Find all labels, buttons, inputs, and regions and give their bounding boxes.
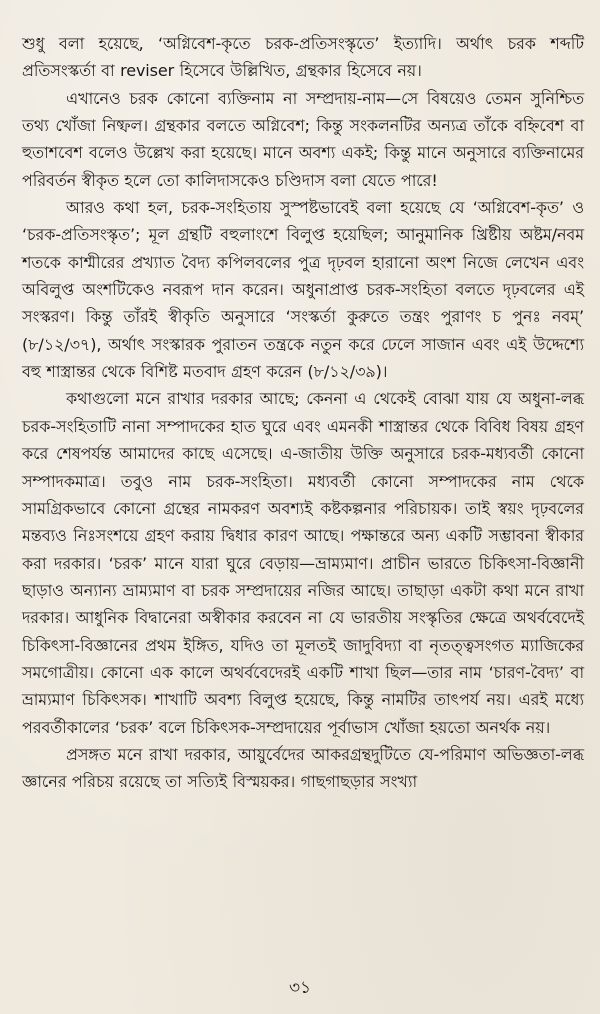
paragraph-5: প্রসঙ্গত মনে রাখা দরকার, আয়ুর্বেদের আকরগ্রন্থদুটিতে যে-পরিমাণ অভিজ্ঞতা-লব্ধ জ্ঞানের পরিচয় রয়েছে তা সত্যিই বিস্ময়কর। গাছগাছড়ার সংখ্যা: [22, 744, 584, 792]
body-text: [22, 30, 584, 796]
paragraph-2: এখানেও চরক কোনো ব্যক্তিনাম না সম্প্রদায়-নাম—সে বিষয়েও তেমন সুনিশ্চিত তথ্য খোঁজা নিষ্ফল। গ্রন্থকার বলতে অগ্নিবেশ; কিন্তু সংকলনটির অন্যত্র তাঁকে বহ্নিবেশ বা হুতাশবেশ বলেও উল্লেখ করা হয়েছে। মানে অবশ্য একই; কিন্তু মানে অনুসারে ব্যক্তিনামের পরিবর্তন স্বীকৃত হলে তো কালিদাসকেও চণ্ডিদাস বলা যেতে পারে!: [22, 88, 584, 190]
paragraph-1: শুধু বলা হয়েছে, ‘অগ্নিবেশ-কৃতে চরক-প্রতিসংস্কৃতে’ ইত্যাদি। অর্থাৎ চরক শব্দটি প্রতিসংস্কর্তা বা reviser হিসেবে উল্লিখিত, গ্রন্থকার হিসেবে নয়।: [22, 34, 584, 81]
paragraph-3: আরও কথা হল, চরক-সংহিতায় সুস্পষ্টভাবেই বলা হয়েছে যে ‘অগ্নিবেশ-কৃত’ ও ‘চরক-প্রতিসংস্কৃত’; মূল গ্রন্থটি বহুলাংশে বিলুপ্ত হয়েছিল; আনুমানিক খ্রিষ্টীয় অষ্টম/নবম শতকে কাশ্মীরের প্রখ্যাত বৈদ্য কপিলবলের পুত্র দৃঢ়বল হারানো অংশ নিজে লেখেন এবং অবিলুপ্ত অংশটিকেও নবরূপ দান করেন। অধুনাপ্রাপ্ত চরক-সংহিতা বলতে দৃঢ়বলের এই সংস্করণ। কিন্তু তাঁরই স্বীকৃতি অনুসারে ‘সংস্কর্তা কুরুতে তন্ত্রং পুরাণং চ পুনঃ নবম্’ (৮/১২/৩৭), অর্থাৎ সংস্কারক পুরাতন তন্ত্রকে নতুন করে ঢেলে সাজান এবং এই উদ্দেশ্যে বহু শাস্ত্রান্তর থেকে বিশিষ্ট মতবাদ গ্রহণ করেন (৮/১২/৩৯)।: [22, 198, 584, 382]
page-number: ৩১: [288, 978, 312, 998]
paragraph-4: কথাগুলো মনে রাখার দরকার আছে; কেননা এ থেকেই বোঝা যায় যে অধুনা-লব্ধ চরক-সংহিতাটি নানা সম্পাদকের হাত ঘুরে এবং এমনকী শাস্ত্রান্তর থেকে বিবিধ বিষয় গ্রহণ করে শেষপর্যন্ত আমাদের কাছে এসেছে। এ-জাতীয় উক্তি অনুসারে চরক-মধ্যবর্তী কোনো সম্পাদকমাত্র। তবুও নাম চরক-সংহিতা। মধ্যবর্তী কোনো সম্পাদকের নাম থেকে সামগ্রিকভাবে কোনো গ্রন্থের নামকরণ অবশ্যই কষ্টকল্পনার পরিচায়ক। তাই স্বয়ং দৃঢ়বলের মন্তব্যও নিঃসংশয়ে গ্রহণ করায় দ্বিধার কারণ আছে। পক্ষান্তরে অন্য একটি সম্ভাবনা স্বীকার করা দরকার। ‘চরক’ মানে যারা ঘুরে বেড়ায়—ভ্রাম্যমাণ। প্রাচীন ভারতে চিকিৎসা-বিজ্ঞানী ছাড়াও অন্যান্য ভ্রাম্যমাণ বা চরক সম্প্রদায়ের নজির আছে। তাছাড়া একটা কথা মনে রাখা দরকার। আধুনিক বিদ্বানেরা অস্বীকার করবেন না যে ভারতীয় সংস্কৃতির ক্ষেত্রে অথর্ববেদেই চিকিৎসা-বিজ্ঞানের প্রথম ইঙ্গিত, যদিও তা মূলতই জাদুবিদ্যা বা নৃতত্ত্বসংগত ম্যাজিকের সমগোত্রীয়। কোনো এক কালে অথর্ববেদেরই একটি শাখা ছিল—তার নাম ‘চারণ-বৈদ্য’ বা ভ্রাম্যমাণ চিকিৎসক। শাখাটি অবশ্য বিলুপ্ত হয়েছে, কিন্তু নামটির তাৎপর্য নয়। এরই মধ্যে পরবর্তীকালের ‘চরক’ বলে চিকিৎসক-সম্প্রদায়ের পূর্বাভাস খোঁজা হয়তো অনর্থক নয়।: [22, 389, 584, 737]
